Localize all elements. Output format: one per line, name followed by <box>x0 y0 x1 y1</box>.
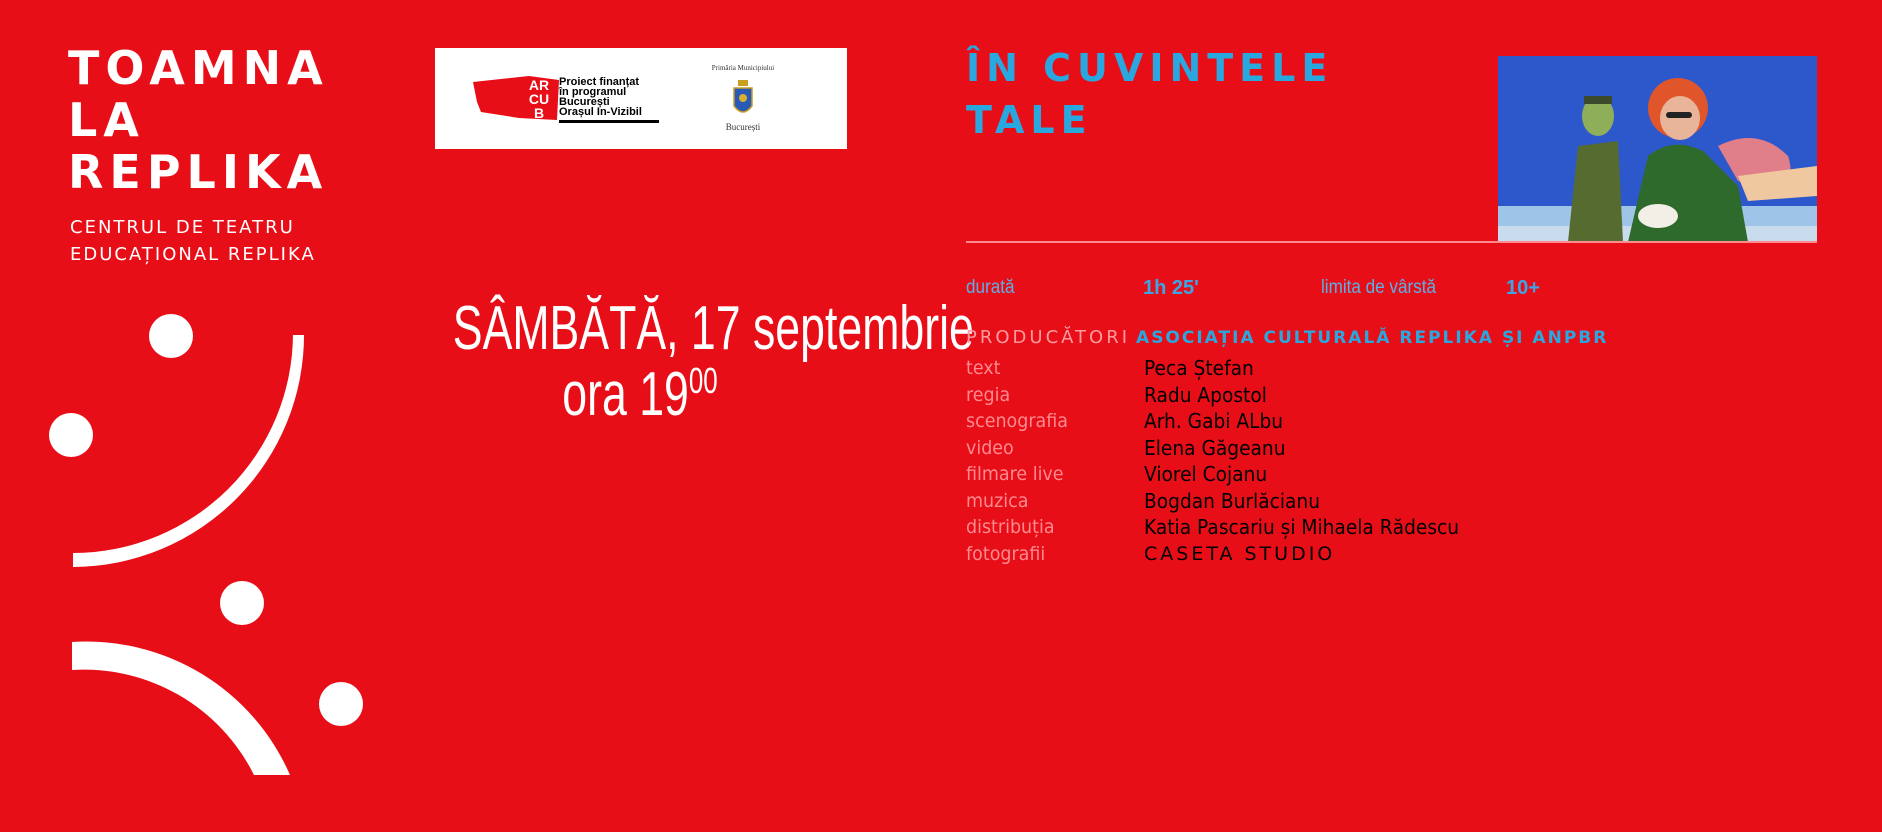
brand-subtitle <box>70 214 370 268</box>
crest-icon <box>733 80 753 120</box>
credit-value: Bogdan Burlăcianu <box>1144 488 1320 513</box>
brand-subtitle-line: EDUCAȚIONAL REPLIKA <box>70 244 316 265</box>
arcub-letters: AR <box>528 77 550 93</box>
logo-dot-left <box>49 413 93 457</box>
age-label-wrapper <box>1321 276 1449 300</box>
arcub-letters: CU <box>528 91 550 107</box>
sponsor-text-line: Orașul In-Vizibil <box>559 106 642 118</box>
duration-value: 1h 25' <box>1143 277 1199 299</box>
producers-line <box>966 326 1866 350</box>
duration-label: durată <box>966 277 1015 298</box>
logo-dot-top <box>149 314 193 358</box>
credit-row <box>966 409 1726 436</box>
producers-label: PRODUCĂTORI <box>966 327 1131 348</box>
credit-value: Arh. Gabi ALbu <box>1144 409 1284 433</box>
arcub-letters: B <box>533 105 545 121</box>
credit-row <box>966 436 1726 463</box>
credit-row <box>966 542 1726 569</box>
producers-value: ASOCIAȚIA CULTURALĂ REPLIKA ȘI ANPBR <box>1136 328 1609 348</box>
credit-value: Radu Apostol <box>1144 382 1267 407</box>
credit-value: Peca Ștefan <box>1144 356 1254 380</box>
event-datetime <box>380 294 974 429</box>
event-time <box>453 362 827 428</box>
credit-value: CASETA STUDIO <box>1144 542 1336 565</box>
credit-label: distribuția <box>966 516 1055 538</box>
brand-title-line: TOAMNA <box>68 41 329 95</box>
credit-label: fotografii <box>966 542 1046 565</box>
credit-label: muzica <box>966 489 1029 512</box>
brand-title <box>68 42 368 198</box>
credit-row <box>966 383 1726 410</box>
logo-smile-arc-upper <box>73 333 304 567</box>
credit-label: video <box>966 436 1014 459</box>
bucharest-coat-of-arms-icon <box>711 64 775 136</box>
sponsor-banner <box>435 48 847 149</box>
logo-dot-middle <box>220 581 264 625</box>
credit-label: filmare live <box>966 463 1064 485</box>
age-limit-label: limita de vârstă <box>1321 277 1437 298</box>
event-date: SÂMBĂTĂ, 17 septembrie <box>452 294 974 363</box>
sponsor-text-line: în programul <box>559 86 627 98</box>
sponsor-text-line: București <box>559 96 610 108</box>
credit-row <box>966 462 1726 489</box>
section-divider <box>966 241 1817 243</box>
credit-row <box>966 356 1726 383</box>
logo-smile-arc-lower <box>72 642 290 775</box>
event-time-minutes: 00 <box>688 360 718 401</box>
sponsor-text <box>559 77 659 123</box>
credit-value: Viorel Cojanu <box>1144 462 1268 486</box>
age-value-wrapper <box>1506 276 1540 301</box>
brand-subtitle-line: CENTRUL DE TEATRU <box>70 217 295 238</box>
show-photo <box>1498 56 1817 242</box>
credit-row <box>966 489 1726 516</box>
credit-label: regia <box>966 383 1011 406</box>
show-title-line: ÎN CUVINTELE <box>966 46 1334 90</box>
credit-label: text <box>966 357 1001 379</box>
duration-value-wrapper <box>1143 276 1199 301</box>
show-title <box>966 42 1334 146</box>
show-title-line: TALE <box>966 98 1093 142</box>
brand-title-line: REPLIKA <box>68 145 329 199</box>
credits-list <box>966 356 1726 568</box>
institution-name: București <box>725 122 761 132</box>
credit-label: scenografia <box>966 410 1068 432</box>
duration-label-wrapper <box>966 276 1020 300</box>
credit-value: Elena Găgeanu <box>1144 435 1286 460</box>
age-limit-value: 10+ <box>1506 277 1540 299</box>
brand-title-line: LA <box>68 93 145 147</box>
credit-row <box>966 515 1726 542</box>
credit-value: Katia Pascariu și Mihaela Rădescu <box>1144 515 1460 539</box>
arcub-logo-icon <box>469 72 559 124</box>
logo-dot-right <box>319 682 363 726</box>
sponsor-text-line: Proiect finanțat <box>559 76 640 88</box>
event-time-hours: ora 19 <box>562 360 689 429</box>
smiley-face-logo-icon <box>0 300 380 800</box>
institution-arc-text: Primăria Municipiului <box>711 64 775 72</box>
